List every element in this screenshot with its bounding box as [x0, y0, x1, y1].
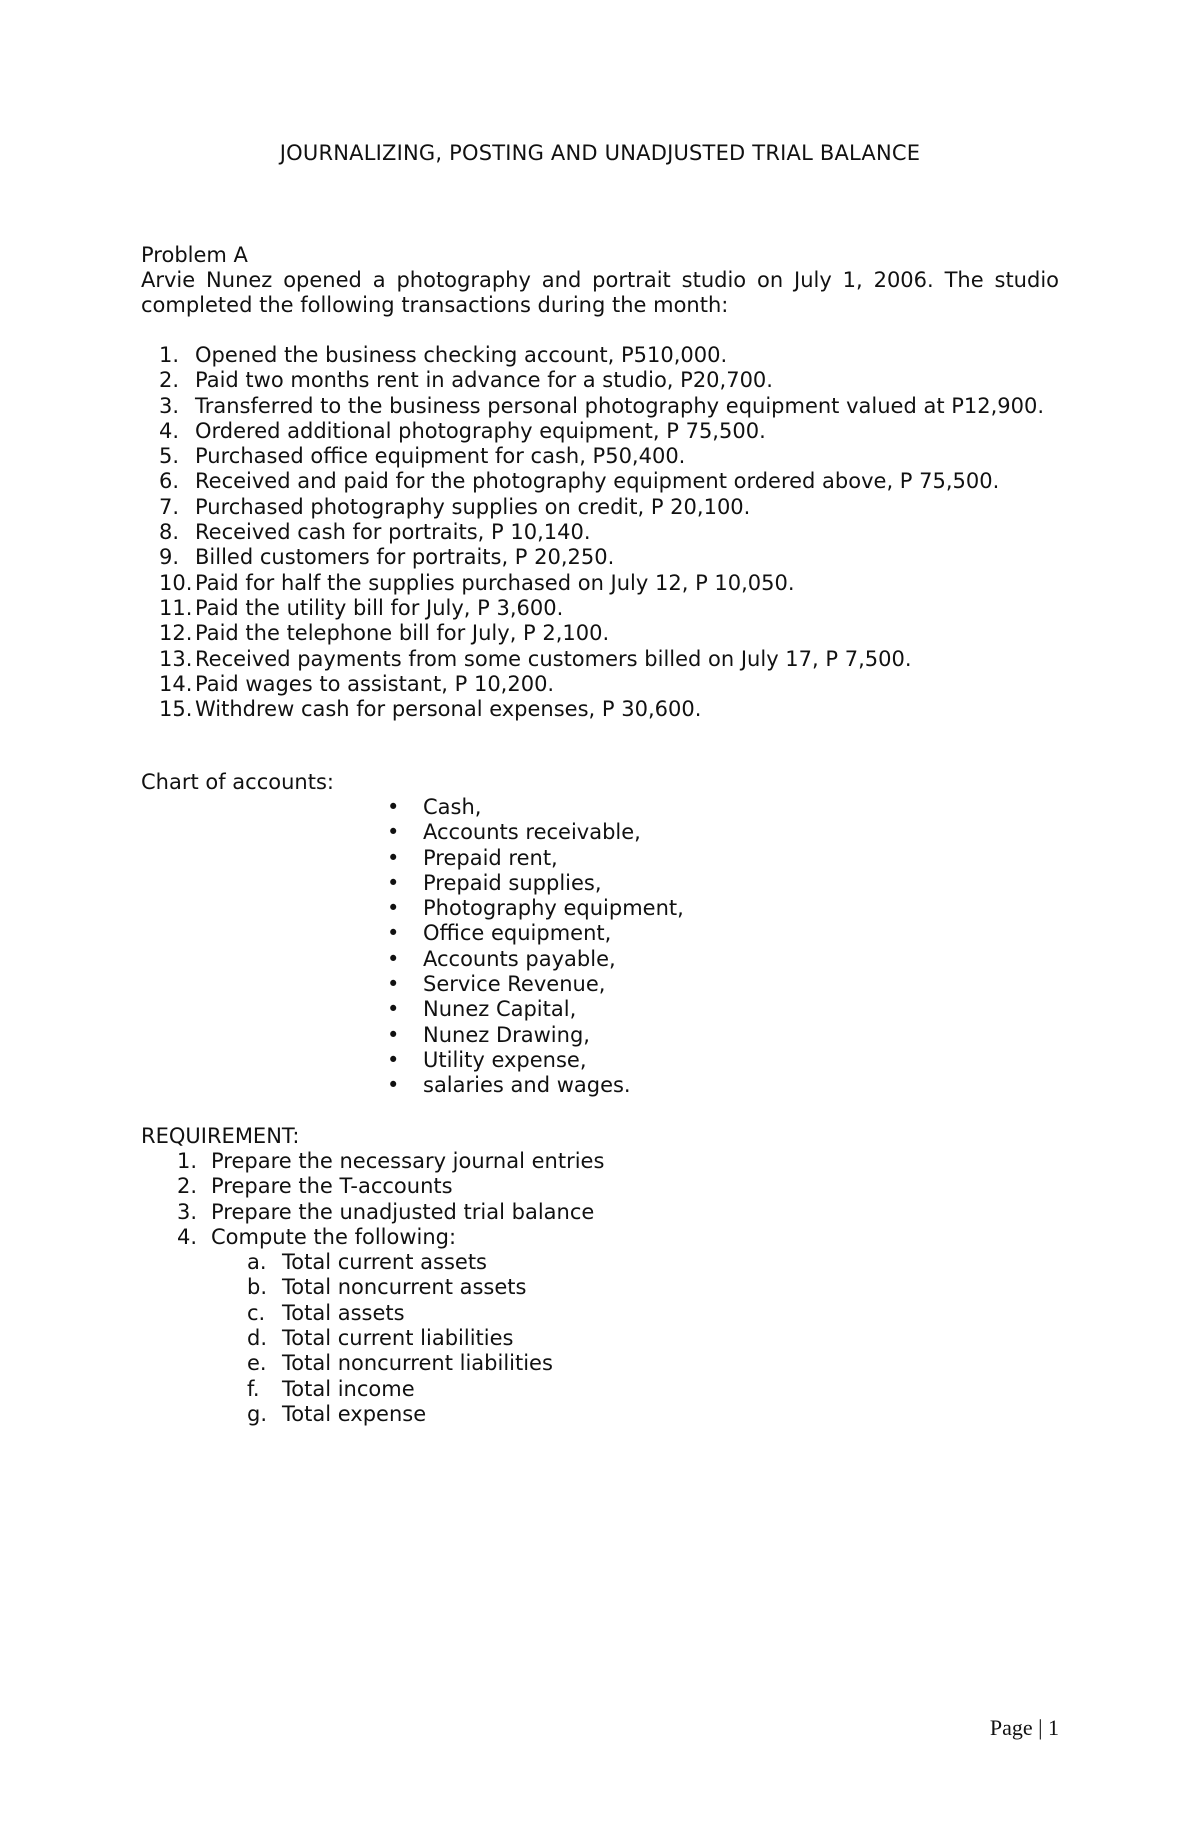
- chart-of-accounts-list: [387, 795, 684, 1099]
- bullet-icon: •: [387, 946, 400, 971]
- item-number: 14.: [159, 671, 193, 696]
- account-name: Accounts receivable,: [423, 820, 641, 845]
- item-text: Total noncurrent assets: [282, 1275, 527, 1300]
- item-number: 2.: [159, 368, 180, 393]
- account-name: Service Revenue,: [423, 972, 606, 997]
- item-text: Paid for half the supplies purchased on July 12, P 10,050.: [195, 570, 795, 595]
- item-number: 7.: [159, 494, 180, 519]
- item-text: Prepare the necessary journal entries: [211, 1149, 605, 1173]
- list-item: [387, 921, 684, 946]
- item-text: Paid two months rent in advance for a studio, P20,700.: [195, 368, 773, 393]
- account-name: Cash,: [423, 795, 482, 819]
- account-name: Utility expense,: [423, 1047, 587, 1072]
- item-number: 15.: [159, 697, 193, 722]
- list-item: [141, 596, 1059, 621]
- list-item: [387, 795, 684, 820]
- list-item: [211, 1326, 604, 1351]
- item-text: Total assets: [282, 1300, 405, 1325]
- account-name: Prepaid rent,: [423, 845, 558, 870]
- list-item: [141, 1200, 604, 1225]
- bullet-icon: •: [387, 870, 400, 895]
- chart-of-accounts-label: Chart of accounts:: [141, 770, 334, 794]
- item-number: 1.: [159, 343, 180, 367]
- list-item: [141, 545, 1059, 570]
- list-item: [211, 1275, 604, 1300]
- item-letter: g.: [247, 1401, 268, 1426]
- list-item: [387, 896, 684, 921]
- item-text: Compute the following:: [211, 1224, 457, 1249]
- list-item: [141, 647, 1059, 672]
- compute-list: [211, 1250, 604, 1427]
- item-number: 3.: [177, 1199, 198, 1224]
- list-item: [141, 394, 1059, 419]
- item-number: 10.: [159, 570, 193, 595]
- item-number: 1.: [177, 1149, 198, 1173]
- bullet-icon: •: [387, 1022, 400, 1047]
- item-text: Paid wages to assistant, P 10,200.: [195, 671, 555, 696]
- item-number: 6.: [159, 469, 180, 494]
- list-item: [141, 1149, 604, 1174]
- item-number: 4.: [159, 418, 180, 443]
- transaction-list: [141, 343, 1059, 722]
- account-name: Office equipment,: [423, 921, 612, 946]
- bullet-icon: •: [387, 997, 400, 1022]
- account-name: Nunez Drawing,: [423, 1022, 590, 1047]
- item-text: Purchased photography supplies on credit, P 20,100.: [195, 494, 751, 519]
- list-item: [211, 1301, 604, 1326]
- account-name: Nunez Capital,: [423, 997, 577, 1022]
- list-item: [211, 1351, 604, 1376]
- item-number: 13.: [159, 646, 193, 671]
- problem-intro: Arvie Nunez opened a photography and portrait studio on July 1, 2006. The studio completed the following transactions during the month:: [141, 268, 1059, 318]
- bullet-icon: •: [387, 1073, 400, 1098]
- item-text: Billed customers for portraits, P 20,250.: [195, 545, 615, 570]
- list-item: [141, 495, 1059, 520]
- item-letter: b.: [247, 1275, 268, 1300]
- list-item: [387, 947, 684, 972]
- item-letter: e.: [247, 1351, 267, 1376]
- list-item: [141, 697, 1059, 722]
- list-item: [141, 1174, 604, 1199]
- item-number: 9.: [159, 545, 180, 570]
- item-text: Opened the business checking account, P510,000.: [195, 343, 728, 367]
- item-text: Received payments from some customers billed on July 17, P 7,500.: [195, 646, 912, 671]
- list-item: [387, 1048, 684, 1073]
- item-text: Purchased office equipment for cash, P50,400.: [195, 444, 686, 469]
- list-item: [141, 672, 1059, 697]
- item-number: 4.: [177, 1224, 198, 1249]
- account-name: Prepaid supplies,: [423, 870, 602, 895]
- list-item: [387, 1023, 684, 1048]
- account-name: Photography equipment,: [423, 896, 684, 921]
- list-item: [387, 1073, 684, 1098]
- list-item: [211, 1250, 604, 1275]
- item-number: 11.: [159, 595, 193, 620]
- bullet-icon: •: [387, 896, 400, 921]
- list-item: [141, 444, 1059, 469]
- bullet-icon: •: [387, 972, 400, 997]
- item-number: 5.: [159, 444, 180, 469]
- item-text: Paid the telephone bill for July, P 2,100.: [195, 621, 610, 646]
- list-item: [141, 469, 1059, 494]
- item-text: Paid the utility bill for July, P 3,600.: [195, 595, 564, 620]
- item-letter: a.: [247, 1250, 267, 1275]
- item-text: Transferred to the business personal photography equipment valued at P12,900.: [195, 393, 1045, 418]
- list-item: [141, 571, 1059, 596]
- item-letter: d.: [247, 1326, 268, 1351]
- item-text: Prepare the T-accounts: [211, 1174, 453, 1199]
- list-item: [141, 520, 1059, 545]
- item-letter: f.: [247, 1376, 260, 1401]
- item-text: Total noncurrent liabilities: [282, 1351, 553, 1376]
- problem-label: Problem A: [141, 243, 248, 267]
- list-item: [387, 972, 684, 997]
- item-text: Received cash for portraits, P 10,140.: [195, 520, 591, 545]
- item-number: 3.: [159, 393, 180, 418]
- item-number: 8.: [159, 520, 180, 545]
- bullet-icon: •: [387, 795, 400, 819]
- list-item: [211, 1377, 604, 1402]
- requirement-list: [141, 1149, 604, 1427]
- bullet-icon: •: [387, 845, 400, 870]
- page-title: JOURNALIZING, POSTING AND UNADJUSTED TRIAL BALANCE: [279, 141, 921, 165]
- item-text: Ordered additional photography equipment, P 75,500.: [195, 418, 766, 443]
- list-item: [141, 343, 1059, 368]
- list-item: [387, 997, 684, 1022]
- item-letter: c.: [247, 1300, 266, 1325]
- requirement-label: REQUIREMENT:: [141, 1124, 300, 1148]
- item-text: Total current liabilities: [282, 1326, 514, 1351]
- list-item: [141, 419, 1059, 444]
- list-item: [141, 621, 1059, 646]
- list-item: [387, 820, 684, 845]
- page-number-footer: Page | 1: [989, 1715, 1059, 1740]
- list-item: [141, 1225, 604, 1427]
- bullet-icon: •: [387, 921, 400, 946]
- item-text: Total current assets: [282, 1250, 487, 1275]
- item-text: Prepare the unadjusted trial balance: [211, 1199, 595, 1224]
- list-item: [387, 871, 684, 896]
- item-text: Received and paid for the photography equipment ordered above, P 75,500.: [195, 469, 1000, 494]
- list-item: [211, 1402, 604, 1427]
- account-name: salaries and wages.: [423, 1073, 631, 1098]
- account-name: Accounts payable,: [423, 946, 616, 971]
- bullet-icon: •: [387, 820, 400, 845]
- list-item: [141, 368, 1059, 393]
- item-text: Total income: [282, 1376, 415, 1401]
- bullet-icon: •: [387, 1047, 400, 1072]
- item-text: Total expense: [282, 1401, 427, 1426]
- item-number: 2.: [177, 1174, 198, 1199]
- item-number: 12.: [159, 621, 193, 646]
- item-text: Withdrew cash for personal expenses, P 30,600.: [195, 697, 702, 722]
- list-item: [387, 846, 684, 871]
